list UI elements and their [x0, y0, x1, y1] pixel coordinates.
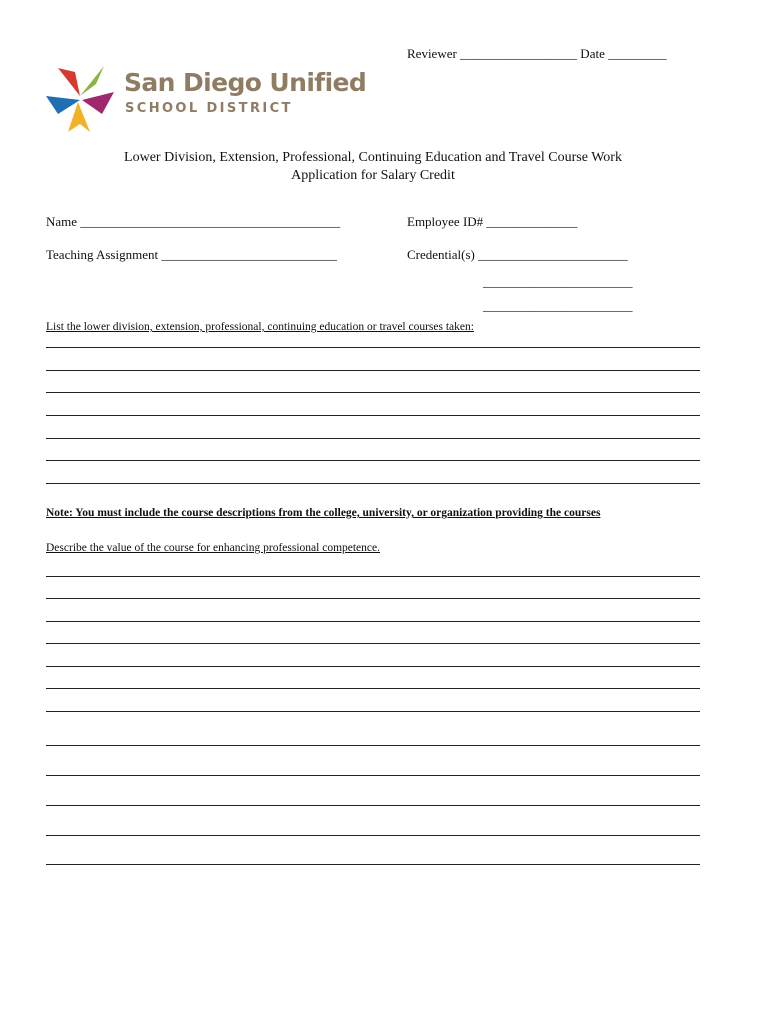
value-line[interactable] [46, 805, 700, 806]
reviewer-date-line: Reviewer __________________ Date _________ [407, 46, 667, 61]
courses-line[interactable] [46, 415, 700, 416]
name-field[interactable]: Name ________________________________________ [46, 214, 341, 229]
value-line[interactable] [46, 576, 700, 577]
logo-petal-green [80, 66, 104, 96]
value-line[interactable] [46, 745, 700, 746]
value-line[interactable] [46, 835, 700, 836]
courses-line[interactable] [46, 438, 700, 439]
logo-petal-red [58, 68, 80, 96]
credentials-field-extra[interactable]: _______________________ [483, 298, 633, 313]
courses-line[interactable] [46, 347, 700, 348]
value-line[interactable] [46, 598, 700, 599]
form-subtitle: Application for Salary Credit [291, 168, 455, 183]
logo-wordmark-primary: San Diego Unified [124, 68, 367, 97]
course-value-label: Describe the value of the course for enhancing professional competence. [46, 542, 380, 554]
district-logo [44, 62, 116, 134]
value-line[interactable] [46, 688, 700, 689]
logo-wordmark-secondary: SCHOOL DISTRICT [125, 101, 293, 116]
employee-id-field[interactable]: Employee ID# ______________ [407, 214, 578, 229]
credentials-field-extra[interactable]: _______________________ [483, 274, 633, 289]
courses-line[interactable] [46, 370, 700, 371]
credentials-field[interactable]: Credential(s) _______________________ [407, 247, 628, 262]
value-line[interactable] [46, 621, 700, 622]
logo-petal-yellow [68, 102, 90, 132]
courses-line[interactable] [46, 483, 700, 484]
teaching-assignment-field[interactable]: Teaching Assignment ___________________________ [46, 247, 337, 262]
value-line[interactable] [46, 775, 700, 776]
form-title: Lower Division, Extension, Professional, Continuing Education and Travel Course Work [124, 150, 622, 165]
note-text: Note: You must include the course descriptions from the college, university, or organization providing the courses [46, 507, 601, 519]
star-flower-icon [44, 62, 116, 134]
value-line[interactable] [46, 666, 700, 667]
value-line[interactable] [46, 711, 700, 712]
courses-taken-label: List the lower division, extension, professional, continuing education or travel courses taken: [46, 321, 474, 333]
courses-line[interactable] [46, 392, 700, 393]
courses-line[interactable] [46, 460, 700, 461]
logo-petal-purple [82, 92, 114, 114]
value-line[interactable] [46, 643, 700, 644]
value-line[interactable] [46, 864, 700, 865]
